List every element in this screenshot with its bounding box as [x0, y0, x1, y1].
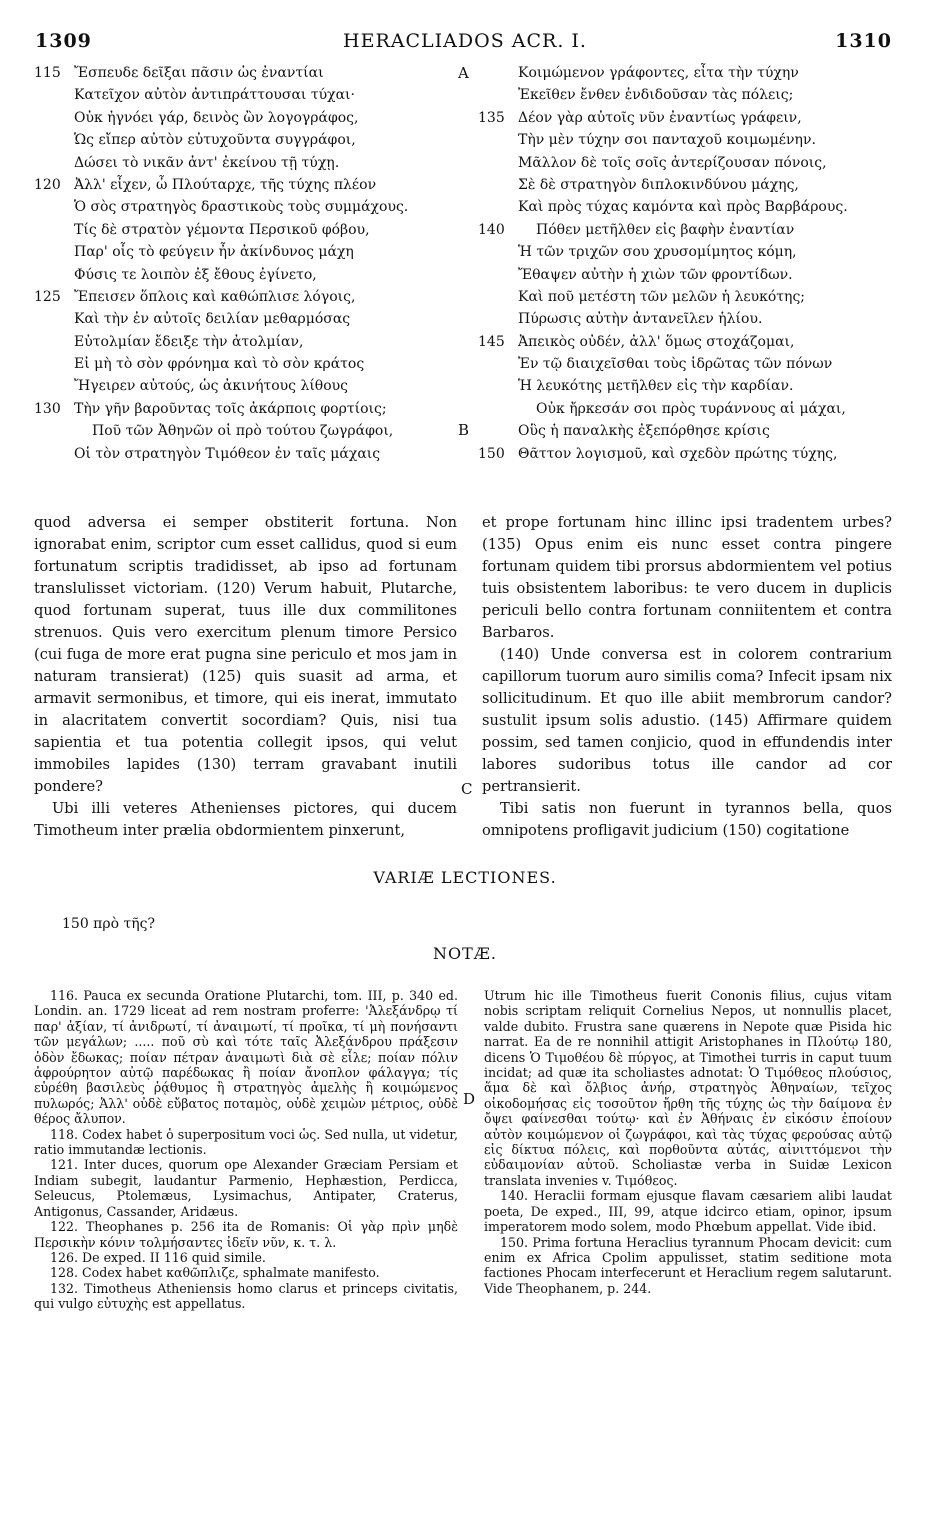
latin-paragraph: quod adversa ei semper obstiterit fortuna. Non ignorabat enim, scriptor cum esset callidus, quod si eum fortunatum scriptis tradidisset, ab ipso ad fortunam translulisset victoriam. (120) Verum habuit, Plutarche, quod fortunam superat, tuus ille dux commilitones strenuos. Quis vero exercitum plenum timore Persico (cui fuga de more erat pugna sine periculo et mos jam in naturam transierat) (125) quis suasit ad arma, et armavit sermonibus, et timore, qui eis inerat, immutato in alacritatem convertit socordiam? Quis, nisi tua sapientia et tua potentia collegit ipsos, qui velut immobiles lapides (130) terram gravabant inutili pondere? — [34, 514, 457, 795]
verse-line — [478, 174, 908, 196]
verse-line — [478, 152, 908, 174]
line-number: 120 — [34, 176, 61, 193]
page-number-left: 1309 — [35, 30, 92, 52]
note-entry: 140. Heraclii formam ejusque flavam cæsariem alibi laudat poeta, De exped., III, 99, atque idcirco etiam, opinor, ipsum imperatorem modo solem, modo Phœbum appellat. Vide ibid. — [484, 1188, 892, 1235]
verse-text: Ἡ λευκότης μετῆλθεν εἰς τὴν καρδίαν. — [518, 378, 794, 395]
verse-text: Ἔσπευδε δεῖξαι πᾶσιν ὡς ἐναντίαι — [74, 65, 324, 81]
line-number: 150 — [478, 445, 505, 462]
line-number: 130 — [34, 400, 61, 417]
verse-line — [34, 398, 459, 420]
verse-line — [478, 62, 908, 84]
verse-line — [34, 241, 459, 263]
verse-line — [478, 398, 908, 420]
verse-line — [478, 219, 908, 241]
note-entry: 150. Prima fortuna Heraclius tyrannum Phocam devicit: cum enim ex Africa Cpolim appulisset, statim seditione mota factiones Phocam interfecerunt et Heraclium regem salutarunt. Vide Theophanem, p. 244. — [484, 1234, 892, 1296]
notes-right — [484, 988, 892, 1296]
verse-line — [34, 152, 459, 174]
note-entry: 122. Theophanes p. 256 ita de Romanis: Οἱ γὰρ πρὶν μηδὲ Περσικὴν κόνιν τολμήσαντες ἰδεῖν νῦν, κ. τ. λ. — [34, 1219, 458, 1250]
verse-line — [478, 443, 908, 465]
note-entry: Utrum hic ille Timotheus fuerit Cononis filius, cujus vitam nobis scriptam reliquit Cornelius Nepos, ut nonnullis placet, valde dubito. Frustra sane quærens in Nepote quæ Pisida hic narrat. Ea de re nonnihil attigit Aristophanes in Πλούτῳ 180, dicens Ὁ Τιμοθέου δὲ πύργος, at Timothei turris in caput tuum incidat; ad quæ ita scholiastes adnotat: Ὁ Τιμόθεος πλούσιος, ἅμα δὲ καὶ ὄλβιος ἀνήρ, στρατηγὸς Ἀθηναίων, τεῖχος οἰκοδομήσας εἰς τοσοῦτον ἤρθη τῆς τύχης ὡς τὴν δαίμονα ἐν ὄψει φαίνεσθαι τούτῳ· καὶ ἐν Ἀθήναις ἐν εἰκόσιν ἐποίουν αὐτὸν κοιμώμενον οἱ ζωγράφοι, καὶ τὰς τύχας φερούσας αὐτῷ εἰς δίκτυα πόλεις, καὶ πορθοῦντα αὐτάς, αἰνιττόμενοι τὴν εὐδαιμονίαν αὐτοῦ. Scholiastæ verba in Suidæ Lexicon translata invenies v. Τιμόθεος. — [484, 988, 892, 1188]
greek-verse-right — [478, 62, 908, 465]
page-number-right: 1310 — [835, 30, 892, 52]
verse-line — [34, 331, 459, 353]
verse-line — [34, 353, 459, 375]
verse-text: Οὐκ ἠγνόει γάρ, δεινὸς ὢν λογογράφος, — [74, 109, 359, 126]
verse-text: Ποῦ τῶν Ἀθηνῶν οἱ πρὸ τούτου ζωγράφοι, — [92, 423, 394, 440]
verse-line — [34, 84, 459, 106]
verse-text: Παρ' οἷς τὸ φεύγειν ἦν ἀκίνδυνος μάχη — [74, 244, 354, 261]
verse-text: Δέον γὰρ αὐτοῖς νῦν ἐναντίως γράφειν, — [518, 109, 802, 126]
verse-text: Σὲ δὲ στρατηγὸν διπλοκινδύνου μάχης, — [518, 176, 799, 193]
verse-line — [34, 62, 459, 84]
verse-line — [34, 443, 459, 465]
verse-text: Οὓς ἡ παναλκὴς ἐξεπόρθησε κρίσις — [518, 423, 770, 440]
verse-line — [34, 107, 459, 129]
line-number: 115 — [34, 65, 61, 81]
line-number: 125 — [34, 288, 61, 305]
margin-letter-d: D — [463, 1090, 476, 1108]
note-entry: 121. Inter duces, quorum ope Alexander Græciam Persiam et Indiam subegit, laudantur Parmenio, Hephæstion, Perdicca, Seleucus, Ptolemæus, Lysimachus, Antipater, Craterus, Antigonus, Cassander, Aridæus. — [34, 1157, 458, 1219]
latin-translation-right — [482, 512, 892, 842]
verse-line — [478, 308, 908, 330]
note-entry: 132. Timotheus Atheniensis homo clarus et princeps civitatis, qui vulgo εὐτυχὴς est appellatus. — [34, 1280, 458, 1312]
latin-translation-left — [34, 512, 457, 842]
verse-line — [34, 196, 459, 218]
variant-reading: 150 πρὸ τῆς? — [62, 916, 155, 932]
verse-text: Ἤγειρεν αὐτούς, ὡς ἀκινήτους λίθους — [74, 378, 349, 395]
verse-line — [478, 420, 908, 442]
verse-text: Οὐκ ἤρκεσάν σοι πρὸς τυράννους αἱ μάχαι, — [536, 400, 846, 417]
verse-line — [478, 84, 908, 106]
verse-text: Τίς δὲ στρατὸν γέμοντα Περσικοῦ φόβου, — [74, 221, 370, 238]
margin-letter-b: B — [458, 421, 470, 439]
verse-line — [34, 219, 459, 241]
latin-paragraph: (140) Unde conversa est in colorem contrarium capillorum tuorum auro similis coma? Infecit ipsam nix sollicitudinum. Et quo ille abiit membrorum candor? sustulit ipsum solis adustio. (145) Affirmare quidem possim, sed tamen conjicio, quod in effundendis inter labores sudoribus totus ille candor ad cor pertransierit. — [482, 646, 892, 795]
verse-text: Οἱ τὸν στρατηγὸν Τιμόθεον ἐν ταῖς μάχαις — [74, 445, 381, 462]
verse-text: Κοιμώμενον γράφοντες, εἶτα τὴν τύχην — [518, 65, 799, 81]
verse-text: Ἔθαψεν αὐτὴν ἡ χιὼν τῶν φροντίδων. — [518, 266, 793, 283]
greek-verse-left — [34, 62, 459, 465]
verse-line — [34, 420, 459, 442]
notae-heading: NOTÆ. — [433, 944, 497, 963]
verse-text: Καὶ ποῦ μετέστη τῶν μελῶν ἡ λευκότης; — [518, 288, 805, 305]
notes-left — [34, 988, 458, 1312]
verse-line — [34, 375, 459, 397]
verse-line — [34, 129, 459, 151]
verse-text: Εὐτολμίαν ἔδειξε τὴν ἀτολμίαν, — [74, 333, 304, 350]
line-number: 140 — [478, 221, 505, 238]
verse-line — [34, 308, 459, 330]
line-number: 135 — [478, 109, 505, 126]
verse-line — [478, 286, 908, 308]
verse-line — [478, 375, 908, 397]
verse-text: Ἔπεισεν ὅπλοις καὶ καθώπλισε λόγοις, — [74, 288, 356, 305]
verse-line — [34, 174, 459, 196]
verse-text: Ἀπεικὸς οὐδέν, ἀλλ' ὅμως στοχάζομαι, — [518, 333, 795, 350]
latin-paragraph: Ubi illi veteres Athenienses pictores, qui ducem Timotheum inter prælia obdormientem pinxerunt, — [34, 800, 457, 839]
note-entry: 118. Codex habet ὁ superpositum voci ὡς. Sed nulla, ut videtur, ratio immutandæ lectionis. — [34, 1126, 458, 1158]
verse-text: Τὴν μὲν τύχην σοι πανταχοῦ κοιμωμένην. — [518, 132, 816, 149]
verse-text: Πύρωσις αὐτὴν ἀντανεῖλεν ἡλίου. — [518, 311, 763, 328]
running-title: HERACLIADOS ACR. I. — [343, 30, 587, 52]
note-entry: 126. De exped. II 116 quid simile. — [50, 1249, 266, 1265]
verse-text: Μᾶλλον δὲ τοῖς σοῖς ἀντερίζουσαν πόνοις, — [518, 154, 827, 171]
verse-line — [478, 129, 908, 151]
verse-line — [478, 331, 908, 353]
note-entry: 116. Pauca ex secunda Oratione Plutarchi, tom. III, p. 340 ed. Londin. an. 1729 liceat ad rem nostram proferre: 'Ἀλεξάνδρῳ τί παρ' ἀξίαν, τί ἀνιδρωτί, τί ἀναιμωτί, τί προῖκα, τί μὴ πονήσαντι τῶν μεγάλων; ..... ποῦ σὺ καὶ τότε ταῖς Ἀλεξάνδρου πράξεσιν ὁδὸν ἔδωκας; ποίαν πέτραν ἀναιμωτὶ διὰ σὲ εἷλε; ποίαν πόλιν ἀφρούρητον αὐτῷ παρέδωκας ἢ ποίαν ἄνοπλον φάλαγγα; τίς εὑρέθη βασιλεὺς ῥᾴθυμος ἢ στρατηγὸς ἀμελὴς ἢ κοιμώμενος πυλωρός; Ἀλλ' οὐδὲ εὔβατος ποταμὸς, οὐδὲ χειμὼν μέτριος, οὐδὲ θέρος ἄλυπον. — [34, 988, 458, 1127]
verse-text: Πόθεν μετῆλθεν εἰς βαφὴν ἐναντίαν — [536, 221, 795, 238]
margin-letter-a: A — [458, 64, 469, 82]
verse-line — [478, 196, 908, 218]
verse-text: Δώσει τὸ νικᾶν ἀντ' ἐκείνου τῇ τύχῃ. — [74, 154, 340, 171]
verse-line — [34, 264, 459, 286]
verse-text: Θᾶττον λογισμοῦ, καὶ σχεδὸν πρώτης τύχης, — [518, 445, 838, 462]
verse-text: Φύσις τε λοιπὸν ἐξ ἔθους ἐγίνετο, — [74, 266, 317, 283]
verse-line — [478, 107, 908, 129]
verse-text: Τὴν γῆν βαροῦντας τοῖς ἀκάρποις φορτίοις; — [74, 400, 387, 417]
line-number: 145 — [478, 333, 505, 350]
verse-line — [478, 241, 908, 263]
verse-text: Καὶ τὴν ἐν αὐτοῖς δειλίαν μεθαρμόσας — [74, 311, 351, 328]
note-entry: 128. Codex habet καθῶπλιζε, sphalmate manifesto. — [50, 1265, 380, 1281]
verse-text: Ἐκεῖθεν ἔνθεν ἐνδιδοῦσαν τὰς πόλεις; — [518, 87, 794, 104]
verse-line — [34, 286, 459, 308]
verse-text: Ὡς εἴπερ αὐτὸν εὐτυχοῦντα συγγράφοι, — [74, 132, 356, 149]
verse-line — [478, 264, 908, 286]
verse-text: Ὁ σὸς στρατηγὸς δραστικοὺς τοὺς συμμάχους. — [74, 199, 409, 216]
verse-text: Ἐν τῷ διαιχεῖσθαι τοὺς ἱδρῶτας τῶν πόνων — [518, 356, 833, 373]
verse-text: Κατεῖχον αὐτὸν ἀντιπράττουσαι τύχαι· — [74, 87, 355, 104]
margin-letter-c: C — [461, 780, 473, 798]
verse-line — [478, 353, 908, 375]
variae-lectiones-heading: VARIÆ LECTIONES. — [373, 868, 557, 887]
latin-paragraph: et prope fortunam hinc illinc ipsi tradentem urbes? (135) Opus enim eis nunc esset contra pingere fortunam quidem tibi prorsus abdormientem vel potius tuis obsistentem laboribus: te vero ducem in duplicis periculi bello contra fortunam conniitentem et contra Barbaros. — [482, 514, 892, 641]
verse-text: Εἰ μὴ τὸ σὸν φρόνημα καὶ τὸ σὸν κράτος — [74, 356, 365, 373]
verse-text: Ἡ τῶν τριχῶν σου χρυσομίμητος κόμη, — [518, 244, 797, 261]
latin-paragraph: Tibi satis non fuerunt in tyrannos bella, quos omnipotens profligavit judicium (150) cogitatione — [482, 800, 892, 839]
verse-text: Ἀλλ' εἶχεν, ὦ Πλούταρχε, τῆς τύχης πλέον — [74, 176, 377, 193]
verse-text: Καὶ πρὸς τύχας καμόντα καὶ πρὸς Βαρβάρους. — [518, 199, 848, 216]
